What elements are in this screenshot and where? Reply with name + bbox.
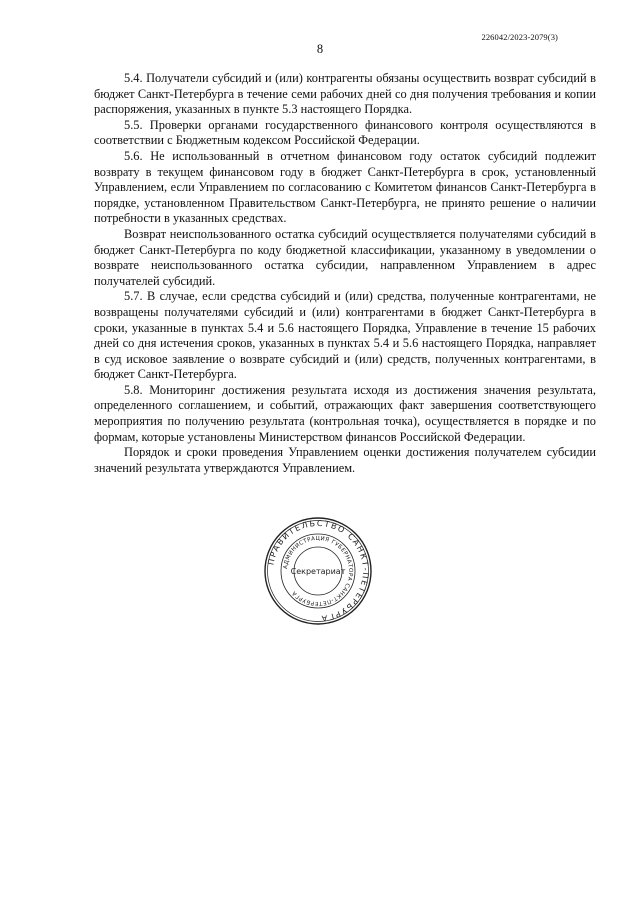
paragraph-5-5: 5.5. Проверки органами государственного финансового контроля осуществляются в соответствии с Бюджетным кодексом Российской Федерации. — [94, 117, 596, 148]
paragraph-5-6: 5.6. Не использованный в отчетном финансовом году остаток субсидий подлежит возврату в текущем финансовом году в бюджет Санкт-Петербурга в срок, установленный Управлением, если Управлением по согласованию с Комитетом финансов Санкт-Петербурга в порядке, установленном Правительством Санкт-Петербурга, не принято решение о наличии потребности в указанных средствах. — [94, 148, 596, 226]
document-body — [94, 71, 596, 476]
paragraph-evaluation: Порядок и сроки проведения Управлением оценки достижения получателем субсидии значений результата утверждаются Управлением. — [94, 445, 596, 475]
page-number: 8 — [316, 42, 324, 56]
paragraph-5-7: 5.7. В случае, если средства субсидий и (или) средства, полученные контрагентами, не возвращены получателями субсидий и (или) контрагентами в бюджет Санкт-Петербурга в сроки, указанные в пунктах 5.4 и 5.6 настоящего Порядка, Управление в течение 15 рабочих дней со дня истечения сроков, указанных в пунктах 5.4 и 5.6 настоящего Порядка, направляет в суд исковое заявление о возврате субсидий и (или) средств, полученных контрагентами, в бюджет Санкт-Петербурга. — [94, 289, 596, 382]
svg-text:ПРАВИТЕЛЬСТВО САНКТ-ПЕТЕРБУРГА: ПРАВИТЕЛЬСТВО САНКТ-ПЕТЕРБУРГА — [266, 518, 371, 624]
document-id: 226042/2023-2079(3) — [481, 32, 558, 42]
paragraph-5-8: 5.8. Мониторинг достижения результата исходя из достижения значения результата, определенного соглашением, и событий, отражающих факт завершения соответствующего мероприятия по получению результата (контрольная точка), осуществляется в порядке и по формам, которые установлены Министерством финансов Российской Федерации. — [94, 382, 596, 444]
paragraph-5-6-return: Возврат неиспользованного остатка субсидий осуществляется получателями субсидий в бюджет Санкт-Петербурга по коду бюджетной классификации, указанному в уведомлении о возврате неиспользованного остатка субсидии, направленном Управлением в адрес получателей субсидий. — [94, 226, 596, 288]
official-seal-stamp — [263, 516, 373, 626]
svg-text:Секретариат: Секретариат — [290, 567, 346, 576]
svg-text:АДМИНИСТРАЦИЯ ГУБЕРНАТОРА САНК: АДМИНИСТРАЦИЯ ГУБЕРНАТОРА САНКТ-ПЕТЕРБУРГА — [283, 535, 354, 607]
paragraph-5-4: 5.4. Получатели субсидий и (или) контрагенты обязаны осуществить возврат субсидий в бюджет Санкт-Петербурга в течение семи рабочих дней со дня получения требования и копии распоряжения, указанных в пункте 5.3 настоящего Порядка. — [94, 71, 596, 117]
